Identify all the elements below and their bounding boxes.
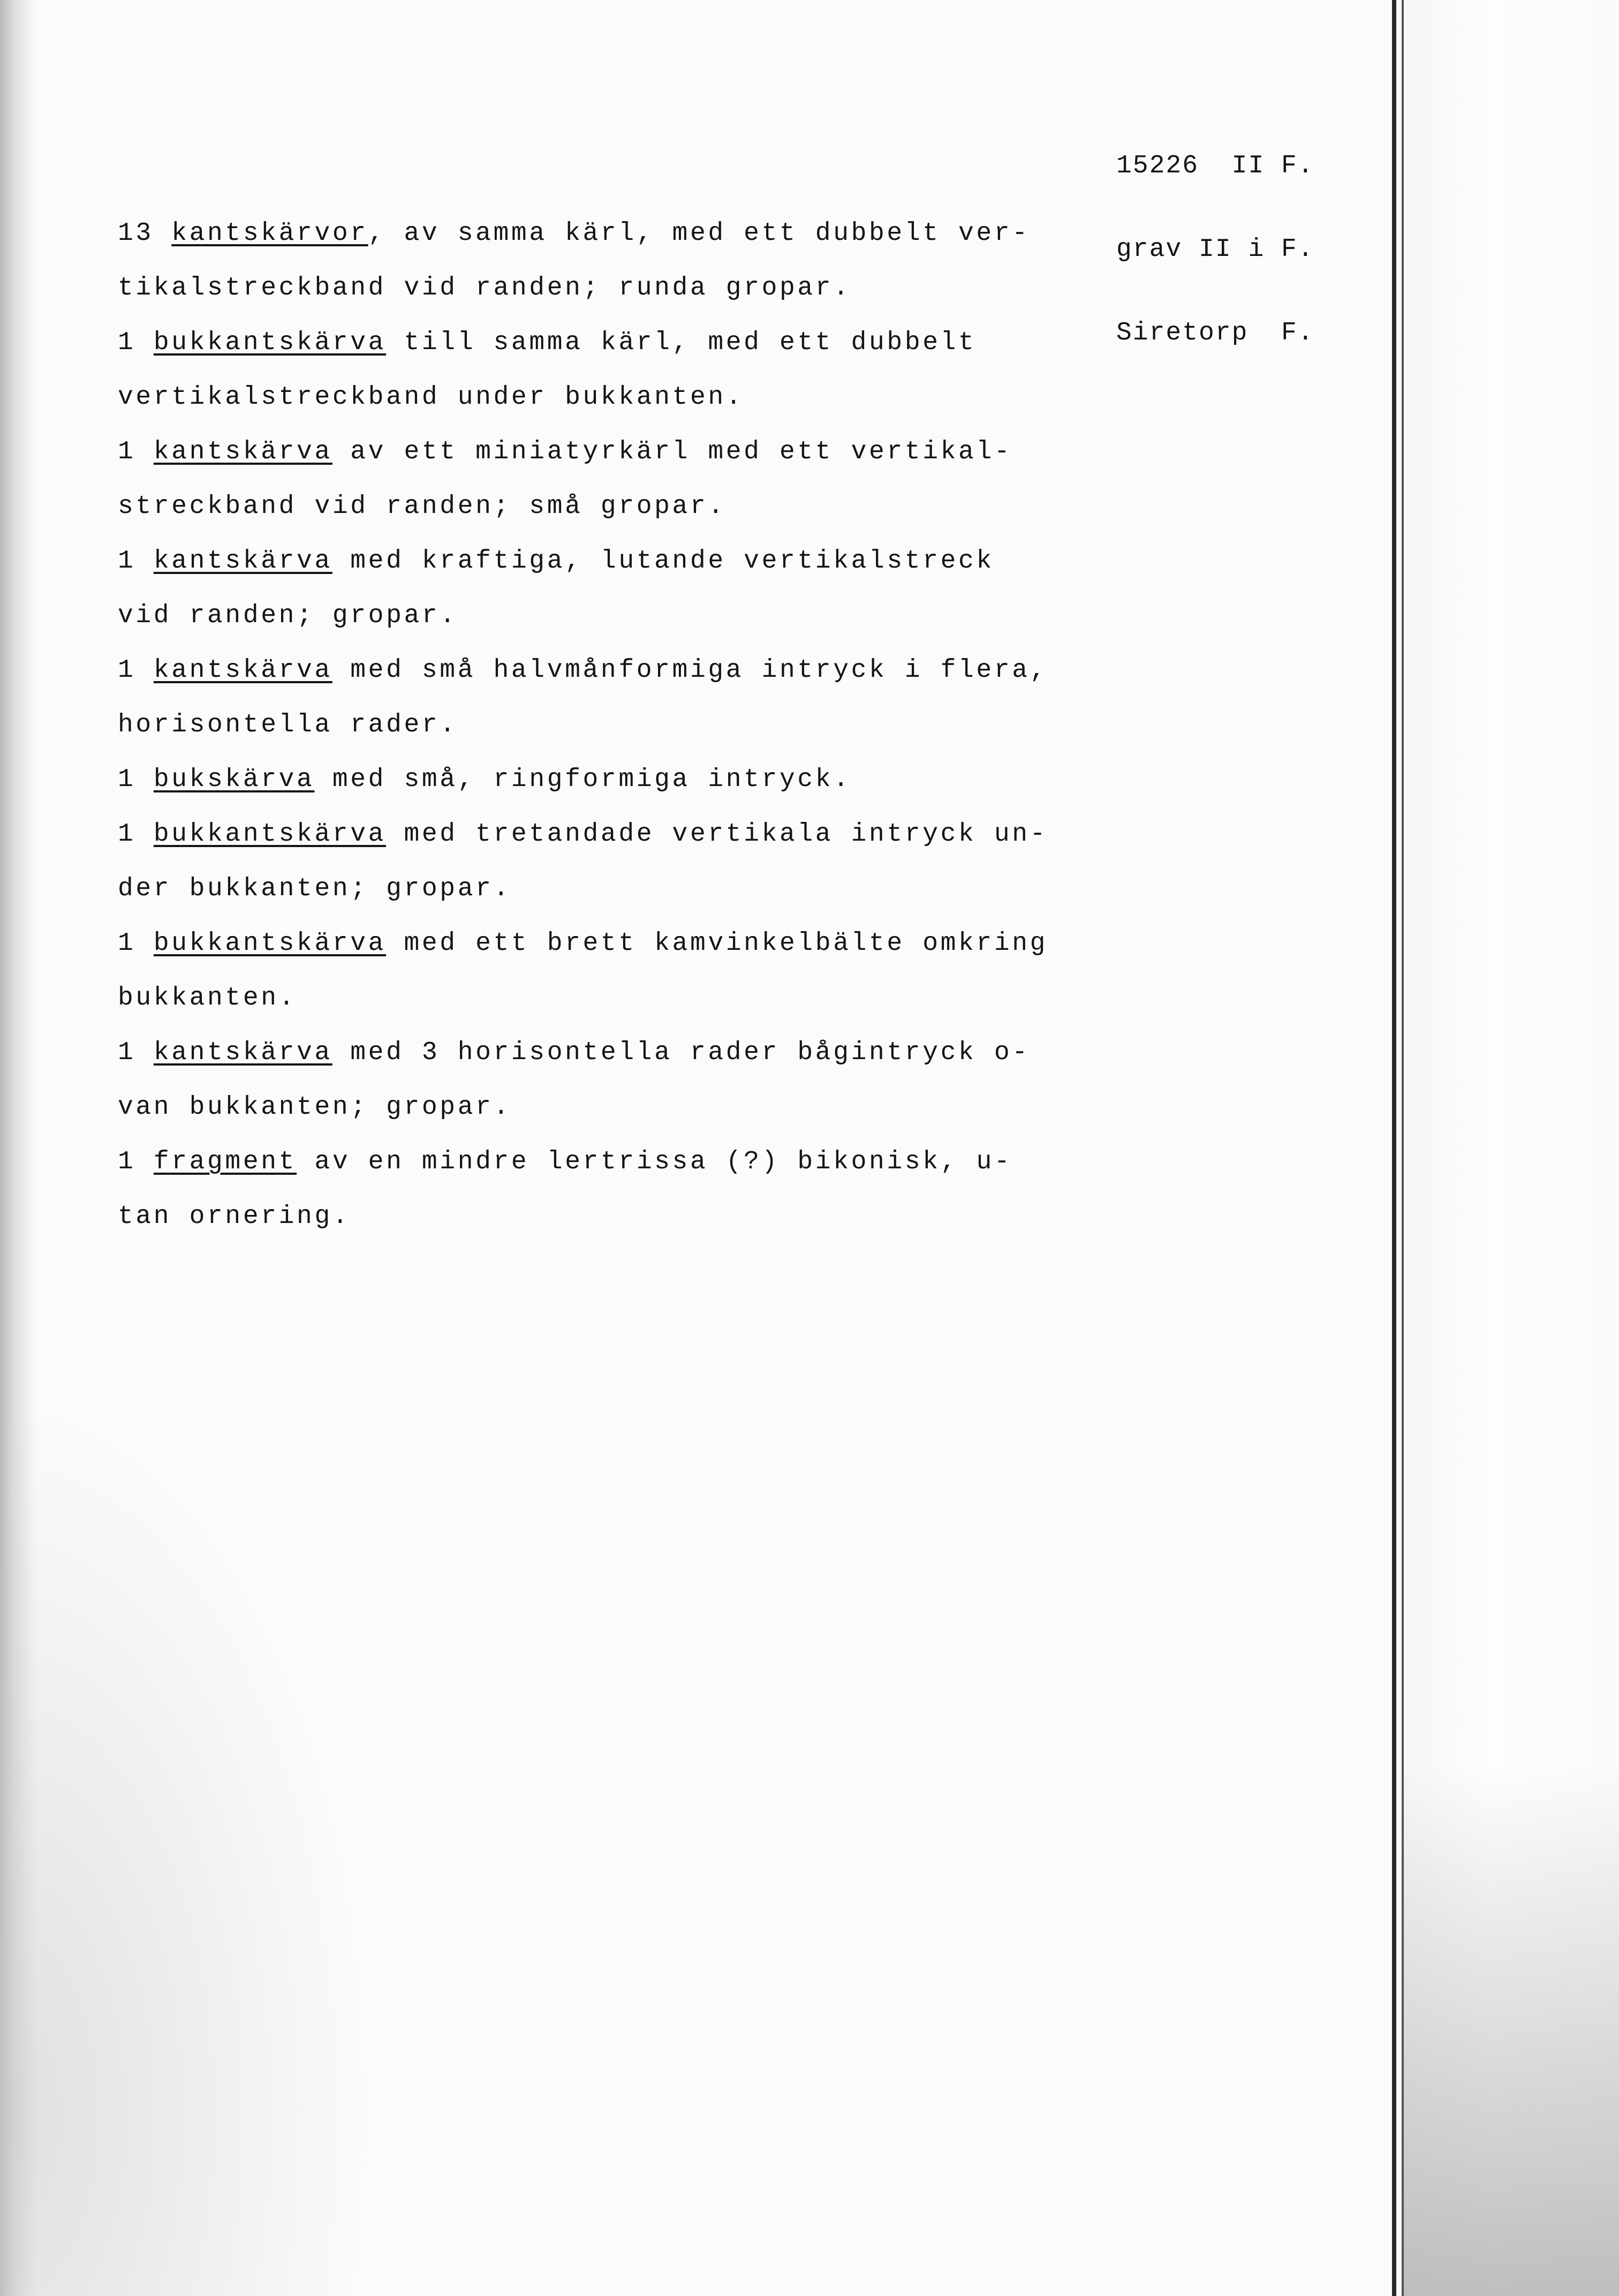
grave-line: grav II i F. [1116,235,1314,264]
entry-line [118,479,1028,534]
entry-line [118,643,1048,698]
entry-line [118,916,1048,971]
catalog-reference [1116,96,1314,375]
entry-text: vid randen; gropar. [118,601,458,630]
entry-text: 1 [118,437,154,466]
catalog-number-line: 15226 II F. [1116,152,1314,180]
entry-text: med små, ringformiga intryck. [314,765,851,794]
find-list [118,206,1048,1244]
entry-line [118,425,1028,479]
entry-line [118,534,1028,588]
find-type-term: kantskärvor [171,219,368,248]
entry-text: tikalstreckband vid randen; runda gropar. [118,274,851,303]
entry-line [118,1080,1028,1135]
entry-text: vertikalstreckband under bukkanten. [118,383,744,412]
page-edge-line [1392,0,1396,2296]
entry-text: till samma kärl, med ett dubbelt [386,328,977,357]
entry-text: av ett miniatyrkärl med ett vertikal- [332,437,1012,466]
find-entry [118,752,1028,807]
entry-text: med tretandade vertikala intryck un- [386,820,1048,849]
find-entry [118,916,1048,1025]
entry-line [118,807,1048,862]
entry-text: streckband vid randen; små gropar. [118,492,726,521]
entry-text: 1 [118,328,154,357]
entry-line [118,261,1028,315]
find-type-term: bukkantskärva [153,328,387,357]
entry-text: 1 [118,1147,154,1176]
entry-text: med små halvmånformiga intryck i flera, [332,656,1048,685]
find-entry [118,206,1028,315]
find-type-term: fragment [153,1147,297,1176]
entry-line [118,588,1028,643]
entry-text: 13 [118,219,172,248]
entry-text: der bukkanten; gropar. [118,874,511,903]
entry-text: av en mindre lertrissa (?) bikonisk, u- [297,1147,1012,1176]
find-entry [118,315,1028,425]
entry-line [118,971,1028,1025]
find-type-term: kantskärva [153,656,332,685]
entry-line [118,698,1028,752]
entry-text: med 3 horisontella rader bågintryck o- [332,1038,1030,1067]
find-entry [118,1025,1028,1135]
scan-bleed-through-shade [0,1392,375,2296]
find-entry [118,1135,1028,1244]
site-line: Siretorp F. [1116,319,1314,348]
entry-text: 1 [118,765,154,794]
find-type-term: bukkantskärva [153,820,387,849]
find-type-term: kantskärva [153,437,332,466]
entry-line [118,206,1028,261]
entry-text: tan ornering. [118,1202,351,1231]
entry-text: horisontella rader. [118,711,458,739]
entry-line [118,1025,1028,1080]
entry-text: 1 [118,820,154,849]
entry-line [118,752,1028,807]
entry-text: van bukkanten; gropar. [118,1093,511,1122]
page-margin-shade [1404,1767,1619,2296]
find-entry [118,643,1048,752]
entry-text: med ett brett kamvinkelbälte omkring [386,929,1048,958]
find-type-term: kantskärva [153,1038,332,1067]
entry-text: 1 [118,547,154,576]
entry-line [118,370,1028,425]
find-type-term: bukkantskärva [153,929,387,958]
entry-line [118,1189,1028,1244]
entry-text: , av samma kärl, med ett dubbelt ver- [368,219,1030,248]
entry-line [118,1135,1028,1189]
entry-text: bukkanten. [118,984,297,1013]
entry-line [118,315,1028,370]
entry-text: 1 [118,929,154,958]
find-type-term: bukskärva [153,765,315,794]
entry-text: 1 [118,656,154,685]
find-entry [118,807,1048,916]
entry-text: med kraftiga, lutande vertikalstreck [332,547,994,576]
find-type-term: kantskärva [153,547,332,576]
find-entry [118,534,1028,643]
find-entry [118,425,1028,534]
entry-text: 1 [118,1038,154,1067]
entry-line [118,862,1028,916]
